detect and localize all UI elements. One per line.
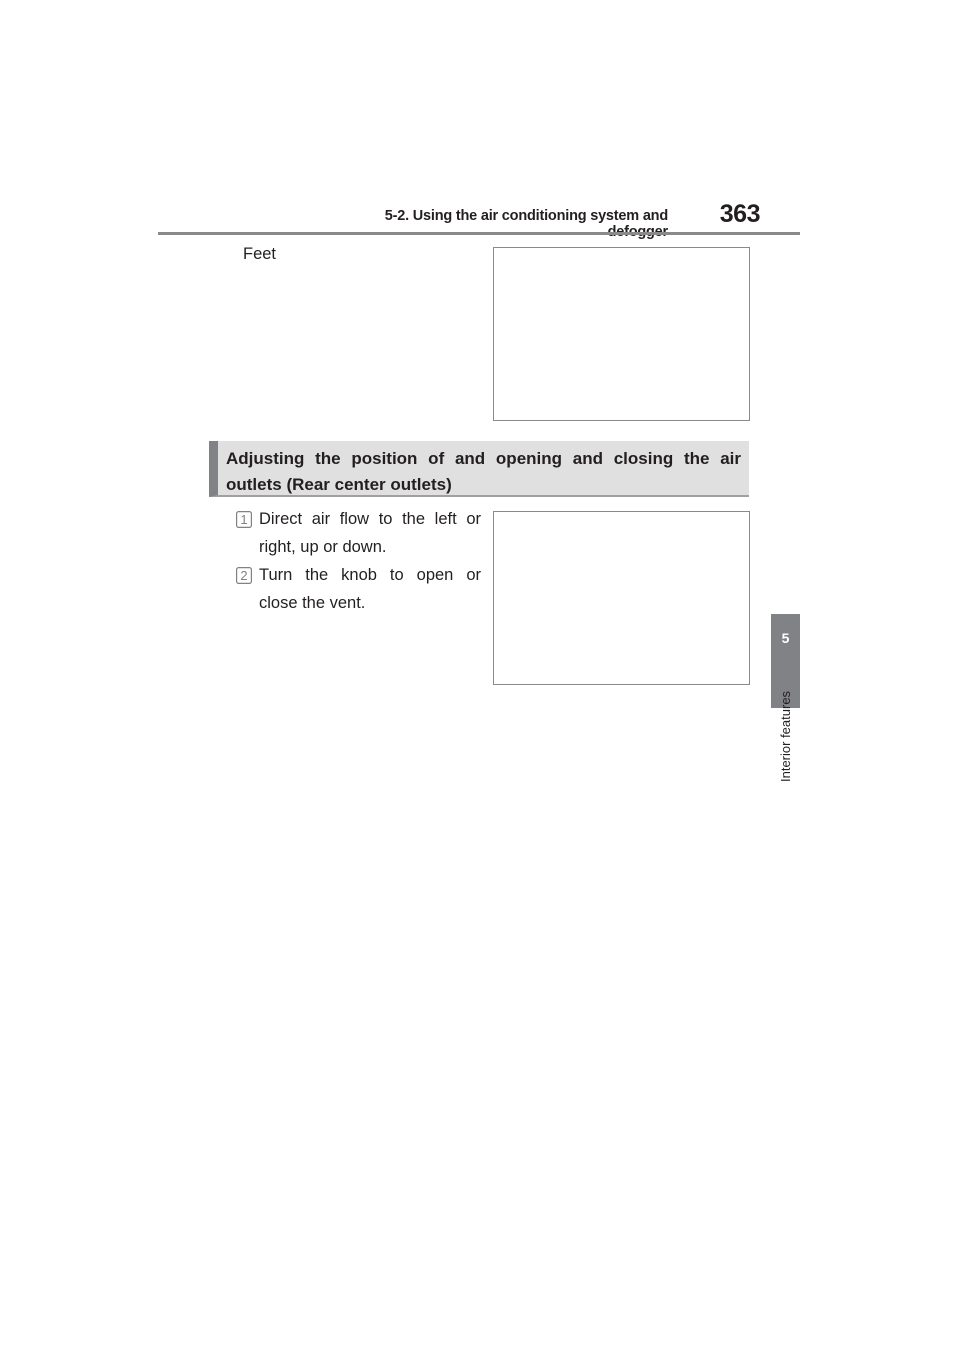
chapter-label-vertical: [778, 680, 794, 780]
step-number: 1: [240, 512, 248, 527]
step-text: Turn the knob to open or close the vent.: [259, 566, 481, 612]
header-divider: [158, 232, 800, 235]
step-number-marker: [236, 511, 252, 528]
step-text: Direct air flow to the left or right, up or down.: [259, 510, 481, 556]
feet-mode-illustration: [493, 247, 750, 421]
chapter-label: Interior features: [778, 690, 793, 782]
feet-mode-label: Feet: [243, 245, 277, 263]
step-number-marker: [236, 567, 252, 584]
step-number: 2: [240, 568, 248, 583]
section-heading: Adjusting the position of and opening and closing the air outlets (Rear center outlets): [209, 441, 749, 497]
section-title: 5-2. Using the air conditioning system and: [384, 208, 668, 224]
page-number: 363: [719, 200, 760, 228]
rear-center-outlets-illustration: [493, 511, 750, 685]
chapter-number: 5: [781, 630, 790, 646]
